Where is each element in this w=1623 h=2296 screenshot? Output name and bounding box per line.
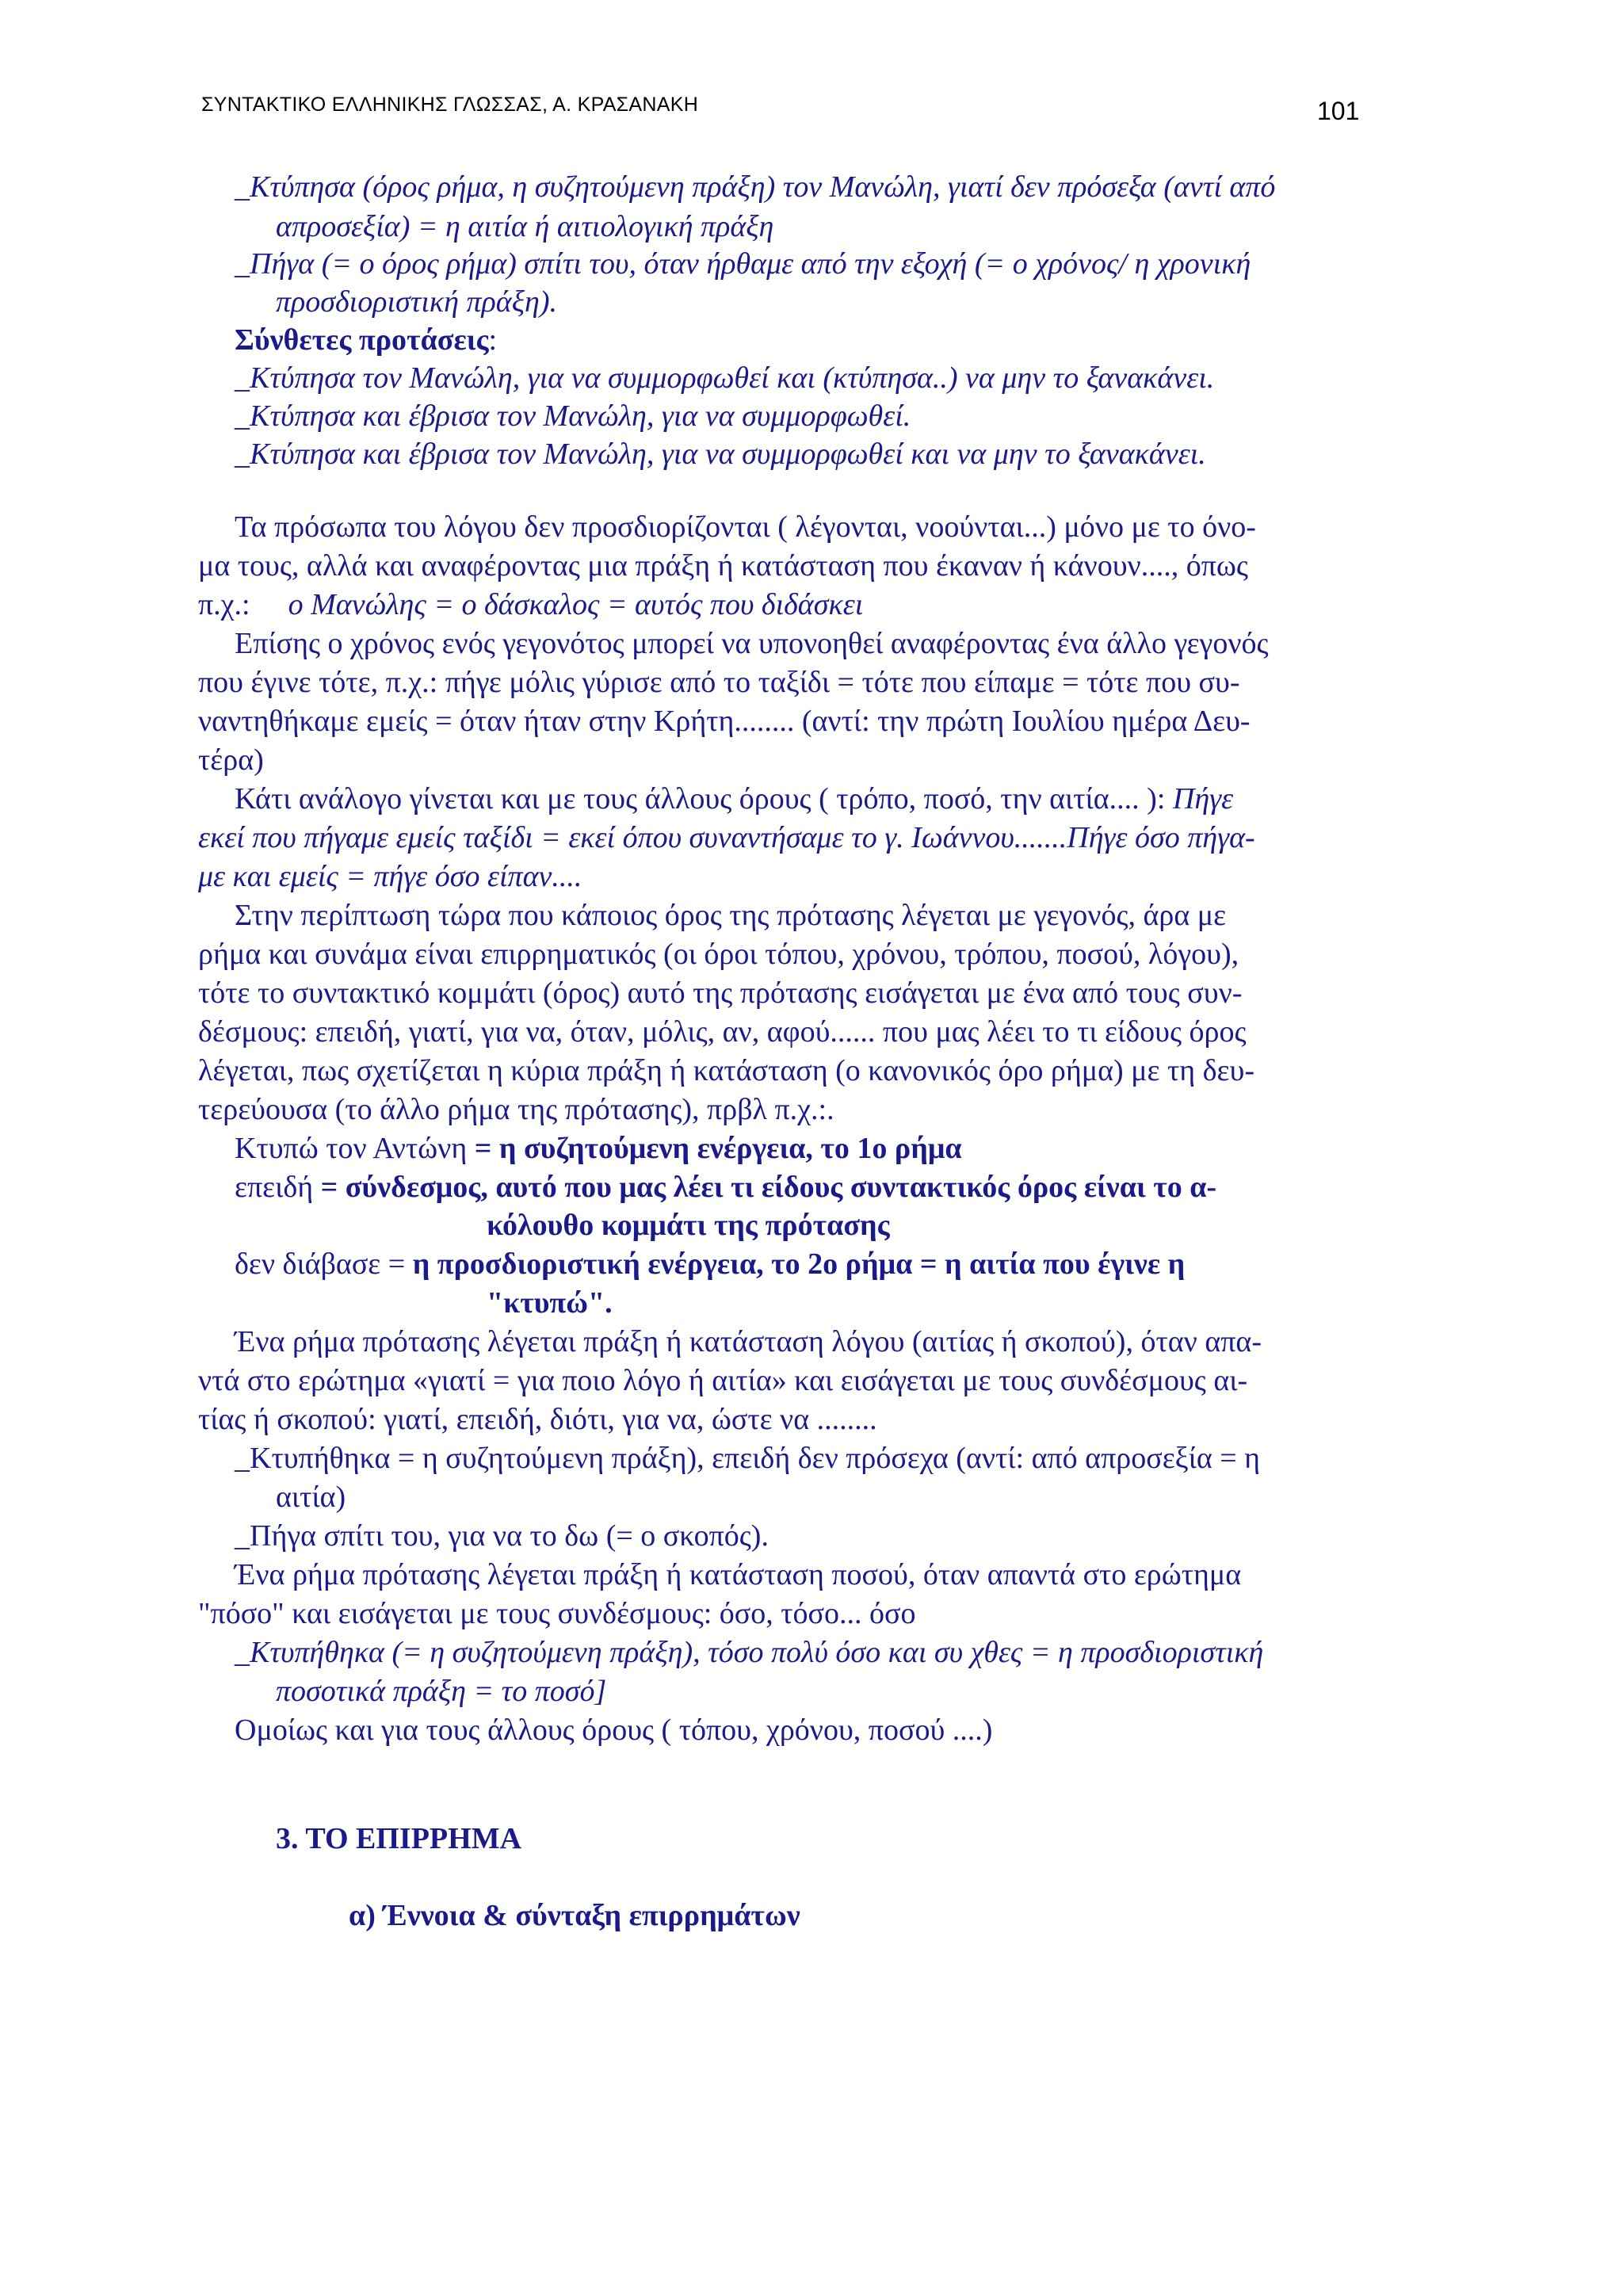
text-line: _Κτύπησα (όρος ρήμα, η συζητούμενη πράξη) τον Μανώλη, γιατί δεν πρόσεξα (αντί από [235, 170, 1276, 204]
running-header: ΣΥΝΤΑΚΤΙΚΟ ΕΛΛΗΝΙΚΗΣ ΓΛΩΣΣΑΣ, Α. ΚΡΑΣΑΝΑΚΗ [201, 94, 699, 116]
text-line: αιτία) [276, 1480, 346, 1514]
text-line: τίας ή σκοπού: γιατί, επειδή, διότι, για να, ώστε να ........ [198, 1403, 877, 1436]
text-line: "κτυπώ". [487, 1286, 613, 1320]
text-line: τότε το συντακτικό κομμάτι (όρος) αυτό της πρότασης εισάγεται με ένα από τους συν- [198, 976, 1243, 1010]
page-number: 101 [1317, 97, 1360, 125]
text-line: "πόσο" και εισάγεται με τους συνδέσμους: όσο, τόσο... όσο [198, 1597, 916, 1630]
section-subheading: α) Έννοια & σύνταξη επιρρημάτων [349, 1899, 800, 1932]
text-line: προσδιοριστική πράξη). [276, 285, 558, 319]
text-line: _Κτυπήθηκα (= η συζητούμενη πράξη), τόσο πολύ όσο και συ χθες = η προσδιοριστική [235, 1636, 1264, 1669]
text-line: δεν διάβασε = η προσδιοριστική ενέργεια, το 2ο ρήμα = η αιτία που έγινε η [235, 1247, 1186, 1281]
text-line: ποσοτικά πράξη = το ποσό] [276, 1675, 607, 1708]
text-line: δέσμους: επειδή, γιατί, για να, όταν, μόλις, αν, αφού...... που μας λέει το τι είδους όρος [198, 1015, 1247, 1049]
text-line: Επίσης ο χρόνος ενός γεγονότος μπορεί να υπονοηθεί αναφέροντας ένα άλλο γεγονός [235, 627, 1269, 660]
text-line: επειδή = σύνδεσμος, αυτό που μας λέει τι είδους συντακτικός όρος είναι το α- [235, 1171, 1217, 1204]
text-line: Ένα ρήμα πρότασης λέγεται πράξη ή κατάσταση ποσού, όταν απαντά στο ερώτημα [235, 1558, 1242, 1591]
text-line: _Κτυπήθηκα = η συζητούμενη πράξη), επειδή δεν πρόσεχα (αντί: από απροσεξία = η [235, 1442, 1261, 1475]
text-line: Ομοίως και για τους άλλους όρους ( τόπου, χρόνου, ποσού ....) [235, 1713, 993, 1747]
text-line: _Πήγα σπίτι του, για να το δω (= ο σκοπός). [235, 1519, 769, 1553]
text-line: ναντηθήκαμε εμείς = όταν ήταν στην Κρήτη........ (αντί: την πρώτη Ιουλίου ημέρα Δευ- [198, 705, 1251, 738]
text-line: απροσεξία) = η αιτία ή αιτιολογική πράξη [276, 210, 774, 243]
text-line: εκεί που πήγαμε εμείς ταξίδι = εκεί όπου συναντήσαμε το γ. Ιωάννου.......Πήγε όσο πήγα- [198, 821, 1255, 854]
text-line: _Κτύπησα και έβρισα τον Μανώλη, για να συμμορφωθεί και να μην το ξανακάνει. [235, 437, 1206, 471]
text-line: μα τους, αλλά και αναφέροντας μια πράξη ή κατάσταση που έκαναν ή κάνουν...., όπως [198, 549, 1248, 583]
text-line: π.χ.: ο Μανώλης = ο δάσκαλος = αυτός που διδάσκει [198, 588, 864, 621]
text-line: που έγινε τότε, π.χ.: πήγε μόλις γύρισε από το ταξίδι = τότε που είπαμε = τότε που συ- [198, 666, 1240, 699]
text-line: Κάτι ανάλογο γίνεται και με τους άλλους όρους ( τρόπο, ποσό, την αιτία.... ): Πήγε [235, 782, 1234, 816]
text-line: λέγεται, πως σχετίζεται η κύρια πράξη ή κατάσταση (ο κανονικός όρο ρήμα) με τη δευ- [198, 1054, 1254, 1087]
text-line: ντά στο ερώτημα «γιατί = για ποιο λόγο ή αιτία» και εισάγεται με τους συνδέσμους αι- [198, 1364, 1248, 1397]
text-line: ρήμα και συνάμα είναι επιρρηματικός (οι όροι τόπου, χρόνου, τρόπου, ποσού, λόγου), [198, 938, 1239, 971]
text-line: _Κτύπησα και έβρισα τον Μανώλη, για να συμμορφωθεί. [235, 399, 911, 433]
text-line: _Πήγα (= ο όρος ρήμα) σπίτι του, όταν ήρθαμε από την εξοχή (= ο χρόνος/ η χρονική [235, 247, 1251, 281]
text-line: με και εμείς = πήγε όσο είπαν.... [198, 860, 582, 893]
text-line: Κτυπώ τον Αντώνη = η συζητούμενη ενέργεια, το 1ο ρήμα [235, 1132, 962, 1165]
text-line: Σύνθετες προτάσεις: [235, 323, 498, 357]
text-line: τέρα) [198, 743, 264, 777]
section-heading: 3. ΤΟ ΕΠΙΡΡΗΜΑ [276, 1822, 522, 1855]
text-line: Τα πρόσωπα του λόγου δεν προσδιορίζονται ( λέγονται, νοούνται...) μόνο με το όνο- [235, 510, 1256, 544]
text-line: _Κτύπησα τον Μανώλη, για να συμμορφωθεί και (κτύπησα..) να μην το ξανακάνει. [235, 361, 1215, 395]
bold-label: Σύνθετες προτάσεις [235, 323, 489, 357]
text-line: Ένα ρήμα πρότασης λέγεται πράξη ή κατάσταση λόγου (αιτίας ή σκοπού), όταν απα- [235, 1325, 1262, 1358]
text-line: τερεύουσα (το άλλο ρήμα της πρότασης), πρβλ π.χ.:. [198, 1093, 834, 1126]
text-line: κόλουθο κομμάτι της πρότασης [487, 1209, 890, 1242]
text-line: Στην περίπτωση τώρα που κάποιος όρος της πρότασης λέγεται με γεγονός, άρα με [235, 899, 1227, 932]
